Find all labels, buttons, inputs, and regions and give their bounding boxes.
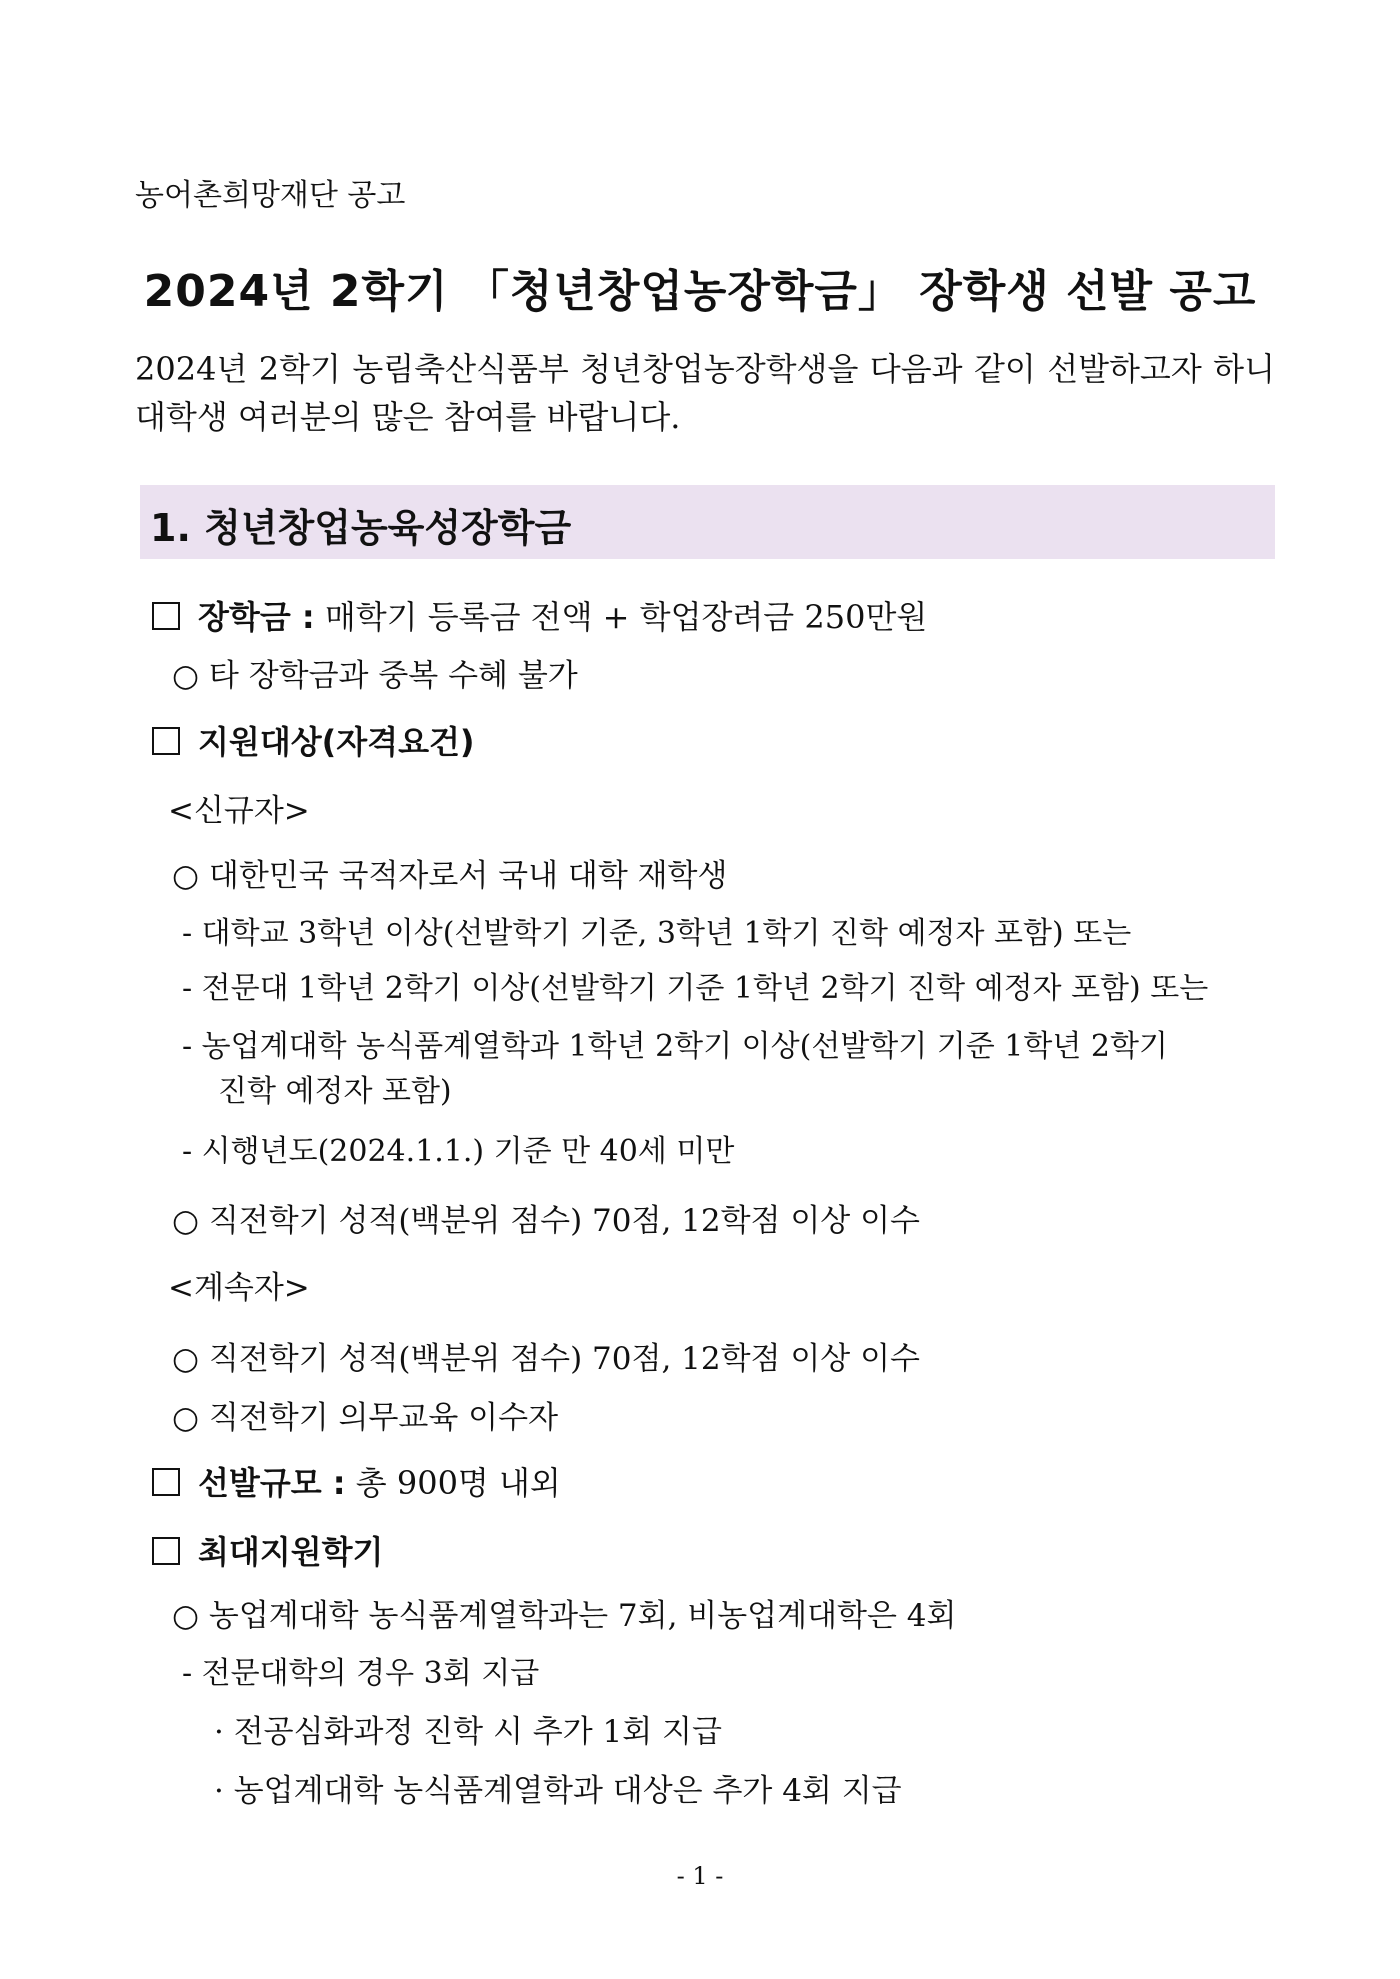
scholarship-text: 매학기 등록금 전액 + 학업장려금 250만원 [324,598,928,636]
section-title: 1. 청년창업농육성장학금 [150,506,572,550]
continuing-applicant-label: <계속자> [168,1270,310,1306]
new-applicant-detail-continued: 진학 예정자 포함) [218,1074,452,1109]
selection-scale-heading: 선발규모 : [198,1464,346,1502]
issuing-organization: 농어촌희망재단 공고 [135,178,406,213]
eligibility-heading: 지원대상(자격요건) [198,723,475,761]
checkbox-square-icon [152,602,180,630]
max-terms-item: ○ 농업계대학 농식품계열학과는 7회, 비농업계대학은 4회 [172,1598,957,1634]
checkbox-square-icon [152,727,180,755]
selection-scale-text: 총 900명 내외 [355,1464,561,1502]
max-terms-subdetail: · 전공심화과정 진학 시 추가 1회 지급 [214,1714,722,1750]
new-applicant-label: <신규자> [168,793,310,829]
checkbox-square-icon [152,1537,180,1565]
document-title: 2024년 2학기 「청년창업농장학금」 장학생 선발 공고 [143,266,1257,317]
new-applicant-detail: - 대학교 3학년 이상(선발학기 기준, 3학년 1학기 진학 예정자 포함) 또는 [182,916,1132,951]
scholarship-row [152,592,927,638]
max-terms-heading: 최대지원학기 [198,1533,384,1571]
new-applicant-detail: - 전문대 1학년 2학기 이상(선발학기 기준 1학년 2학기 진학 예정자 포함) 또는 [182,971,1209,1006]
max-terms-detail: - 전문대학의 경우 3회 지급 [182,1656,540,1691]
new-applicant-item: ○ 직전학기 성적(백분위 점수) 70점, 12학점 이상 이수 [172,1203,920,1239]
scholarship-note: ○ 타 장학금과 중복 수혜 불가 [172,658,578,694]
new-applicant-detail: - 농업계대학 농식품계열학과 1학년 2학기 이상(선발학기 기준 1학년 2학기 [182,1029,1168,1064]
scholarship-heading: 장학금 : [198,598,315,636]
max-terms-subdetail: · 농업계대학 농식품계열학과 대상은 추가 4회 지급 [214,1773,902,1809]
continuing-applicant-item: ○ 직전학기 의무교육 이수자 [172,1400,559,1436]
eligibility-row [152,717,475,763]
intro-paragraph: 2024년 2학기 농림축산식품부 청년창업농장학생을 다음과 같이 선발하고자 하니 대학생 여러분의 많은 참여를 바랍니다. [135,350,1275,436]
new-applicant-detail: - 시행년도(2024.1.1.) 기준 만 40세 미만 [182,1134,735,1169]
selection-scale-row [152,1458,561,1504]
max-terms-row [152,1527,383,1573]
continuing-applicant-item: ○ 직전학기 성적(백분위 점수) 70점, 12학점 이상 이수 [172,1341,920,1377]
new-applicant-item: ○ 대한민국 국적자로서 국내 대학 재학생 [172,858,728,894]
checkbox-square-icon [152,1468,180,1496]
page-number: - 1 - [676,1862,724,1890]
